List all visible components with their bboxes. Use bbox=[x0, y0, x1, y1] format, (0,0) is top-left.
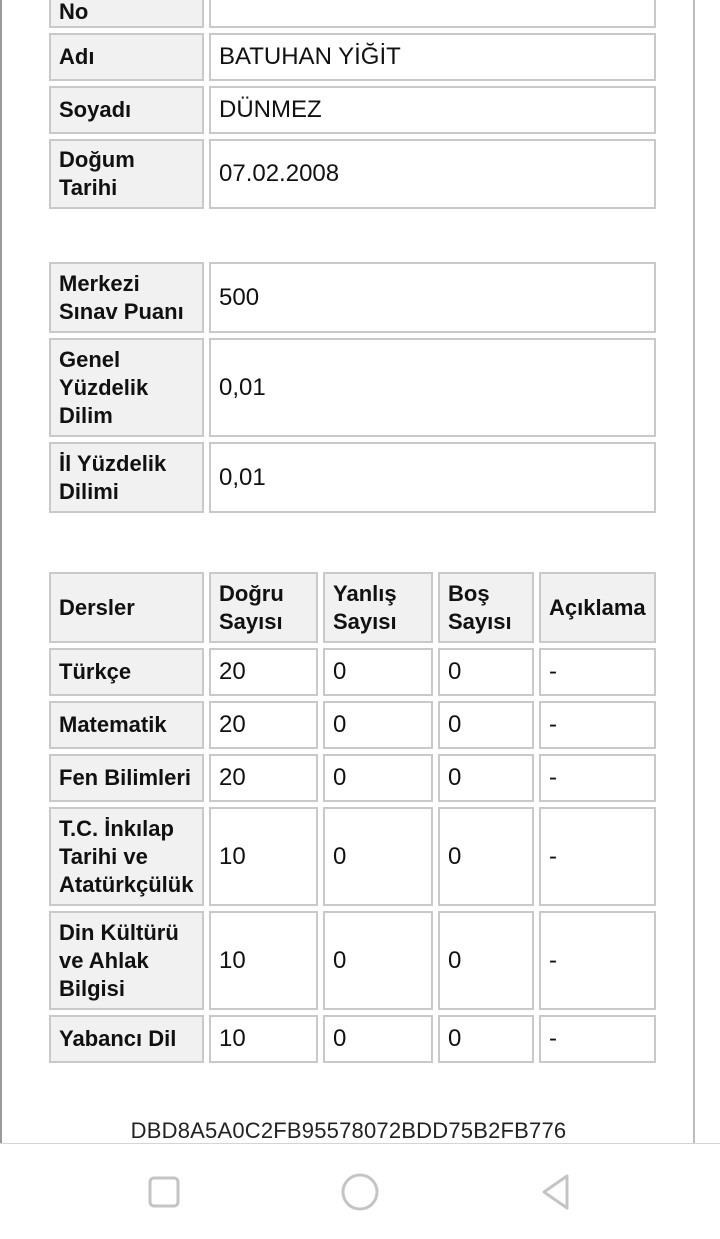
table-row bbox=[49, 0, 656, 28]
table-row bbox=[49, 911, 656, 1010]
note: - bbox=[539, 1015, 656, 1063]
lesson-name: Matematik bbox=[49, 701, 204, 749]
wrong-count: 0 bbox=[323, 807, 433, 906]
lessons-table bbox=[44, 567, 661, 1068]
table-row bbox=[49, 338, 656, 437]
birth-date-label: Doğum Tarihi bbox=[49, 139, 204, 209]
empty-count: 0 bbox=[438, 1015, 534, 1063]
no-label: No bbox=[49, 0, 204, 28]
general-percentile-label: Genel Yüzdelik Dilim bbox=[49, 338, 204, 437]
first-name-value: BATUHAN YİĞİT bbox=[209, 33, 656, 81]
back-icon bbox=[536, 1172, 576, 1212]
lesson-name: Fen Bilimleri bbox=[49, 754, 204, 802]
empty-count: 0 bbox=[438, 807, 534, 906]
general-percentile-value: 0,01 bbox=[209, 338, 656, 437]
central-exam-score-value: 500 bbox=[209, 262, 656, 333]
table-row bbox=[49, 262, 656, 333]
personal-info-table bbox=[44, 0, 661, 214]
lesson-name: Din Kültürü ve Ahlak Bilgisi bbox=[49, 911, 204, 1010]
empty-count: 0 bbox=[438, 911, 534, 1010]
last-name-label: Soyadı bbox=[49, 86, 204, 134]
correct-count: 10 bbox=[209, 807, 318, 906]
table-row bbox=[49, 807, 656, 906]
birth-date-value: 07.02.2008 bbox=[209, 139, 656, 209]
province-percentile-label: İl Yüzdelik Dilimi bbox=[49, 442, 204, 513]
home-button[interactable] bbox=[340, 1172, 380, 1212]
first-name-label: Adı bbox=[49, 33, 204, 81]
header-correct: Doğru Sayısı bbox=[209, 572, 318, 643]
correct-count: 20 bbox=[209, 701, 318, 749]
wrong-count: 0 bbox=[323, 648, 433, 696]
back-button[interactable] bbox=[536, 1172, 576, 1212]
lesson-name: Türkçe bbox=[49, 648, 204, 696]
recent-apps-icon bbox=[144, 1172, 184, 1212]
table-row bbox=[49, 754, 656, 802]
note: - bbox=[539, 701, 656, 749]
score-table bbox=[44, 257, 661, 518]
table-row bbox=[49, 648, 656, 696]
central-exam-score-label: Merkezi Sınav Puanı bbox=[49, 262, 204, 333]
header-wrong: Yanlış Sayısı bbox=[323, 572, 433, 643]
correct-count: 10 bbox=[209, 911, 318, 1010]
header-empty: Boş Sayısı bbox=[438, 572, 534, 643]
table-row bbox=[49, 33, 656, 81]
verification-hash: DBD8A5A0C2FB95578072BDD75B2FB776 bbox=[130, 1118, 567, 1143]
correct-count: 20 bbox=[209, 648, 318, 696]
no-value bbox=[209, 0, 656, 28]
correct-count: 10 bbox=[209, 1015, 318, 1063]
table-row bbox=[49, 86, 656, 134]
table-row bbox=[49, 1015, 656, 1063]
correct-count: 20 bbox=[209, 754, 318, 802]
wrong-count: 0 bbox=[323, 701, 433, 749]
province-percentile-value: 0,01 bbox=[209, 442, 656, 513]
recent-apps-button[interactable] bbox=[144, 1172, 184, 1212]
lesson-name: Yabancı Dil bbox=[49, 1015, 204, 1063]
header-note: Açıklama bbox=[539, 572, 656, 643]
wrong-count: 0 bbox=[323, 1015, 433, 1063]
wrong-count: 0 bbox=[323, 754, 433, 802]
navigation-bar bbox=[0, 1143, 720, 1239]
note: - bbox=[539, 754, 656, 802]
last-name-value: DÜNMEZ bbox=[209, 86, 656, 134]
empty-count: 0 bbox=[438, 754, 534, 802]
table-header-row bbox=[49, 572, 656, 643]
note: - bbox=[539, 807, 656, 906]
header-lessons: Dersler bbox=[49, 572, 204, 643]
empty-count: 0 bbox=[438, 701, 534, 749]
note: - bbox=[539, 911, 656, 1010]
wrong-count: 0 bbox=[323, 911, 433, 1010]
note: - bbox=[539, 648, 656, 696]
empty-count: 0 bbox=[438, 648, 534, 696]
table-row bbox=[49, 701, 656, 749]
table-row bbox=[49, 442, 656, 513]
table-row bbox=[49, 139, 656, 209]
home-icon bbox=[340, 1172, 380, 1212]
lesson-name: T.C. İnkılap Tarihi ve Atatürkçülük bbox=[49, 807, 204, 906]
